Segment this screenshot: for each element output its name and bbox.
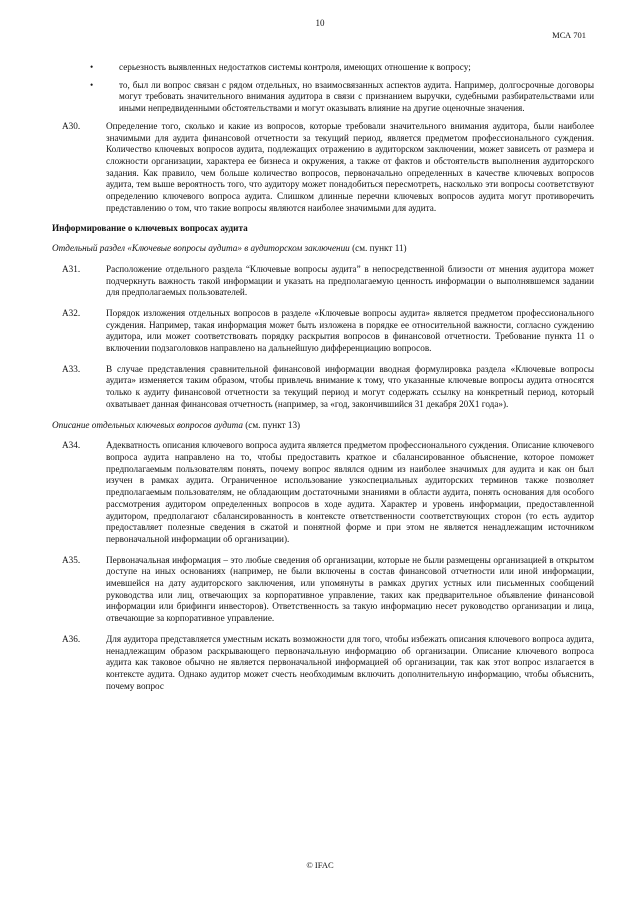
subheading-italic-text: Отдельный раздел «Ключевые вопросы аудита» в аудиторском заключении — [52, 243, 350, 254]
paragraph-text: В случае представления сравнительной финансовой информации вводная формулировка раздела «Ключевые вопросы аудита» изменяется таким образом, чтобы привлечь внимание к тому, что указанные ключевые вопросы аудита относятся только к аудиту финансовой отчетности за текущий период и могут содержать ссылку на конкретный период, который охватывает данная финансовая отчетность (например, за «год, закончившийся 31 декабря 20Х1 года»). — [106, 363, 594, 409]
copyright-footer: © IFAC — [306, 860, 334, 870]
paragraph-a36 — [52, 634, 594, 693]
paragraph-text: Адекватность описания ключевого вопроса аудита является предметом профессионального суждения. Описание ключевого вопроса аудита направлено на то, чтобы предоставить краткое и сбалансированное объяснение, которое поможет предполагаемым пользователям понять, почему вопрос являлся одним из наиболее значимых для аудита и как он был изучен в рамках аудита. Ограниченное использование узкоспециальных аудиторских терминов также позволяет предполагаемым пользователям, не обладающим достаточными знаниями в области аудита, понять основания для особого рассмотрения аудитором определенных вопросов в ходе аудита. Характер и уровень информации, предоставленной аудитором, предполагают сбалансированность в контексте ответственности соответствующих сторон (то есть аудитор предоставляет полезные сведения в сжатой и понятной форме и при этом не является ненадлежащим источником первоначальной информации об организации). — [106, 440, 594, 544]
paragraph-text: Первоначальная информация – это любые сведения об организации, которые не были размещены организацией в открытом доступе на иных основаниях (например, не были включены в состав финансовой отчетности или иной информации, имевшейся на дату аудиторского заключения, или упомянуты в рамках других устных или письменных сообщений руководства или лиц, отвечающих за корпоративное управление, таких как предварительное объявление финансовой информации или брифинги инвесторов). Ответственность за такую информацию несет руководство организации и лица, отвечающие за корпоративное управление. — [106, 554, 594, 624]
paragraph-a35 — [52, 555, 594, 625]
paragraph-text: Расположение отдельного раздела “Ключевые вопросы аудита” в непосредственной близости от мнения аудитора может подчеркнуть важность такой информации и указать на предполагаемую ценность информации о выполнявшемся задании для предполагаемых пользователей. — [106, 263, 594, 298]
bullet-item — [52, 62, 594, 74]
subheading-italic-text: Описание отдельных ключевых вопросов аудита — [52, 419, 243, 430]
paragraph-label: А34. — [62, 440, 81, 451]
subheading-reference: (см. пункт 13) — [242, 419, 301, 430]
bullet-icon: • — [90, 79, 94, 90]
paragraph-a34 — [52, 440, 594, 545]
bullet-text: то, был ли вопрос связан с рядом отдельных, но взаимосвязанных аспектов аудита. Например, долгосрочные договоры могут требовать значительного внимания аудитора в связи с признанием выручки, судебными разбирательствами или иными непредвиденными обстоятельствами и могут оказывать влияние на другие оценочные значения. — [119, 79, 594, 114]
paragraph-a33 — [52, 364, 594, 411]
bullet-icon: • — [90, 62, 94, 72]
page-content — [52, 62, 594, 701]
paragraph-a31 — [52, 264, 594, 299]
bullet-text: серьезность выявленных недостатков системы контроля, имеющих отношение к вопросу; — [119, 62, 471, 72]
paragraph-label: А36. — [62, 633, 81, 644]
paragraph-label: А30. — [62, 120, 81, 131]
page-number: 10 — [315, 18, 325, 28]
paragraph-text: Для аудитора представляется уместным искать возможности для того, чтобы избежать описания ключевого вопроса аудита, ненадлежащим образом раскрывающего первоначальную информацию об организации. Описание ключевого вопроса аудита как таковое обычно не является первоначальной информацией об организации, так как этот вопрос излагается в контексте аудита. Однако аудитор может счесть необходимым включить дополнительную информацию, чтобы объяснить, почему вопрос — [106, 633, 594, 691]
section-heading: Информирование о ключевых вопросах аудита — [52, 223, 248, 234]
paragraph-a30 — [52, 121, 594, 215]
paragraph-a32 — [52, 308, 594, 355]
paragraph-text: Определение того, сколько и какие из вопросов, которые требовали значительного внимания аудитора, были наиболее значимыми для аудита финансовой отчетности за текущий период, является предметом профессионального суждения. Количество ключевых вопросов аудита, подлежащих отражению в аудиторском заключении, может зависеть от размера и сложности организации, характера ее бизнеса и окружения, а также от фактов и обстоятельств выполнения аудиторского задания. Как правило, чем больше количество вопросов, первоначально определенных в качестве ключевых вопросов аудита, тем выше вероятность того, что аудитору может понадобиться пересмотреть, насколько эти вопросы соответствуют определению ключевого вопроса аудита. Слишком длинные перечни ключевых вопросов аудита могут противоречить представлению о том, что такие вопросы являются наиболее значимыми для аудита. — [106, 120, 594, 213]
paragraph-label: А35. — [62, 554, 81, 565]
bullet-item — [52, 80, 594, 115]
paragraph-text: Порядок изложения отдельных вопросов в разделе «Ключевые вопросы аудита» является предметом профессионального суждения. Например, такая информация может быть изложена в порядке ее относительной важности, согласно суждению аудитора, или может соответствовать порядку раскрытия вопросов в финансовой отчетности. Требование пункта 11 о включении подзаголовков направлено на дальнейшую дифференциацию вопросов. — [106, 307, 594, 354]
subheading-reference: (см. пункт 11) — [349, 243, 407, 254]
subheading-description — [52, 420, 594, 432]
paragraph-label: А32. — [62, 307, 81, 318]
paragraph-label: А31. — [62, 263, 81, 274]
paragraph-label: А33. — [62, 363, 81, 374]
subheading-separate-section — [52, 243, 594, 255]
document-code: МСА 701 — [552, 30, 586, 40]
